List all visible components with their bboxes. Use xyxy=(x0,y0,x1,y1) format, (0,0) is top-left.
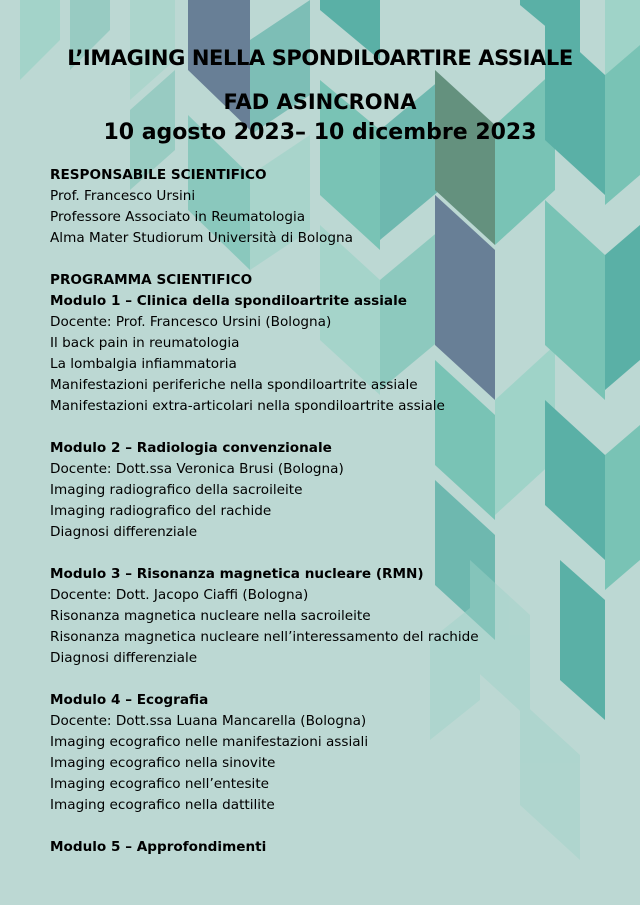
module-line: Docente: Prof. Francesco Ursini (Bologna) xyxy=(50,314,332,330)
document-title: L’IMAGING NELLA SPONDILOARTIRE ASSIALE xyxy=(67,46,573,70)
responsabile-header: RESPONSABILE SCIENTIFICO xyxy=(50,167,267,183)
module-title: Modulo 5 – Approfondimenti xyxy=(50,839,267,855)
module-line: Docente: Dott.ssa Luana Mancarella (Bologna) xyxy=(50,713,367,729)
module-line: Manifestazioni extra-articolari nella spondiloartrite assiale xyxy=(50,398,445,414)
module-line: Diagnosi differenziale xyxy=(50,650,198,666)
module-2 xyxy=(50,438,610,543)
document-body xyxy=(50,165,610,879)
programma-section xyxy=(50,270,610,858)
module-line: Docente: Dott.ssa Veronica Brusi (Bologna) xyxy=(50,461,344,477)
module-line: Diagnosi differenziale xyxy=(50,524,198,540)
module-line: Risonanza magnetica nucleare nell’interessamento del rachide xyxy=(50,629,479,645)
responsabile-line: Alma Mater Studiorum Università di Bologna xyxy=(50,230,353,246)
module-3 xyxy=(50,564,610,669)
responsabile-section xyxy=(50,165,610,249)
module-line: Imaging ecografico nella sinovite xyxy=(50,755,276,771)
responsabile-line: Prof. Francesco Ursini xyxy=(50,188,196,204)
module-line: Manifestazioni periferiche nella spondiloartrite assiale xyxy=(50,377,418,393)
module-line: Imaging radiografico della sacroileite xyxy=(50,482,303,498)
module-line: La lombalgia infiammatoria xyxy=(50,356,237,372)
programma-header: PROGRAMMA SCIENTIFICO xyxy=(50,272,253,288)
course-dates: 10 agosto 2023– 10 dicembre 2023 xyxy=(103,120,537,145)
module-4 xyxy=(50,690,610,816)
module-title: Modulo 1 – Clinica della spondiloartrite assiale xyxy=(50,293,407,309)
module-title: Modulo 2 – Radiologia convenzionale xyxy=(50,440,332,456)
module-title: Modulo 3 – Risonanza magnetica nucleare (RMN) xyxy=(50,566,424,582)
chevron-teal-21 xyxy=(605,425,640,590)
module-5 xyxy=(50,837,610,858)
responsabile-line: Professore Associato in Reumatologia xyxy=(50,209,306,225)
module-line: Imaging ecografico nella dattilite xyxy=(50,797,275,813)
module-line: Imaging radiografico del rachide xyxy=(50,503,272,519)
course-format: FAD ASINCRONA xyxy=(223,90,417,114)
module-line: Imaging ecografico nelle manifestazioni assiali xyxy=(50,734,369,750)
chevron-teal-20 xyxy=(605,225,640,390)
module-line: Il back pain in reumatologia xyxy=(50,335,240,351)
module-line: Risonanza magnetica nucleare nella sacroileite xyxy=(50,608,371,624)
module-1 xyxy=(50,291,610,417)
module-line: Docente: Dott. Jacopo Ciaffi (Bologna) xyxy=(50,587,309,603)
module-line: Imaging ecografico nell’entesite xyxy=(50,776,270,792)
module-title: Modulo 4 – Ecografia xyxy=(50,692,209,708)
